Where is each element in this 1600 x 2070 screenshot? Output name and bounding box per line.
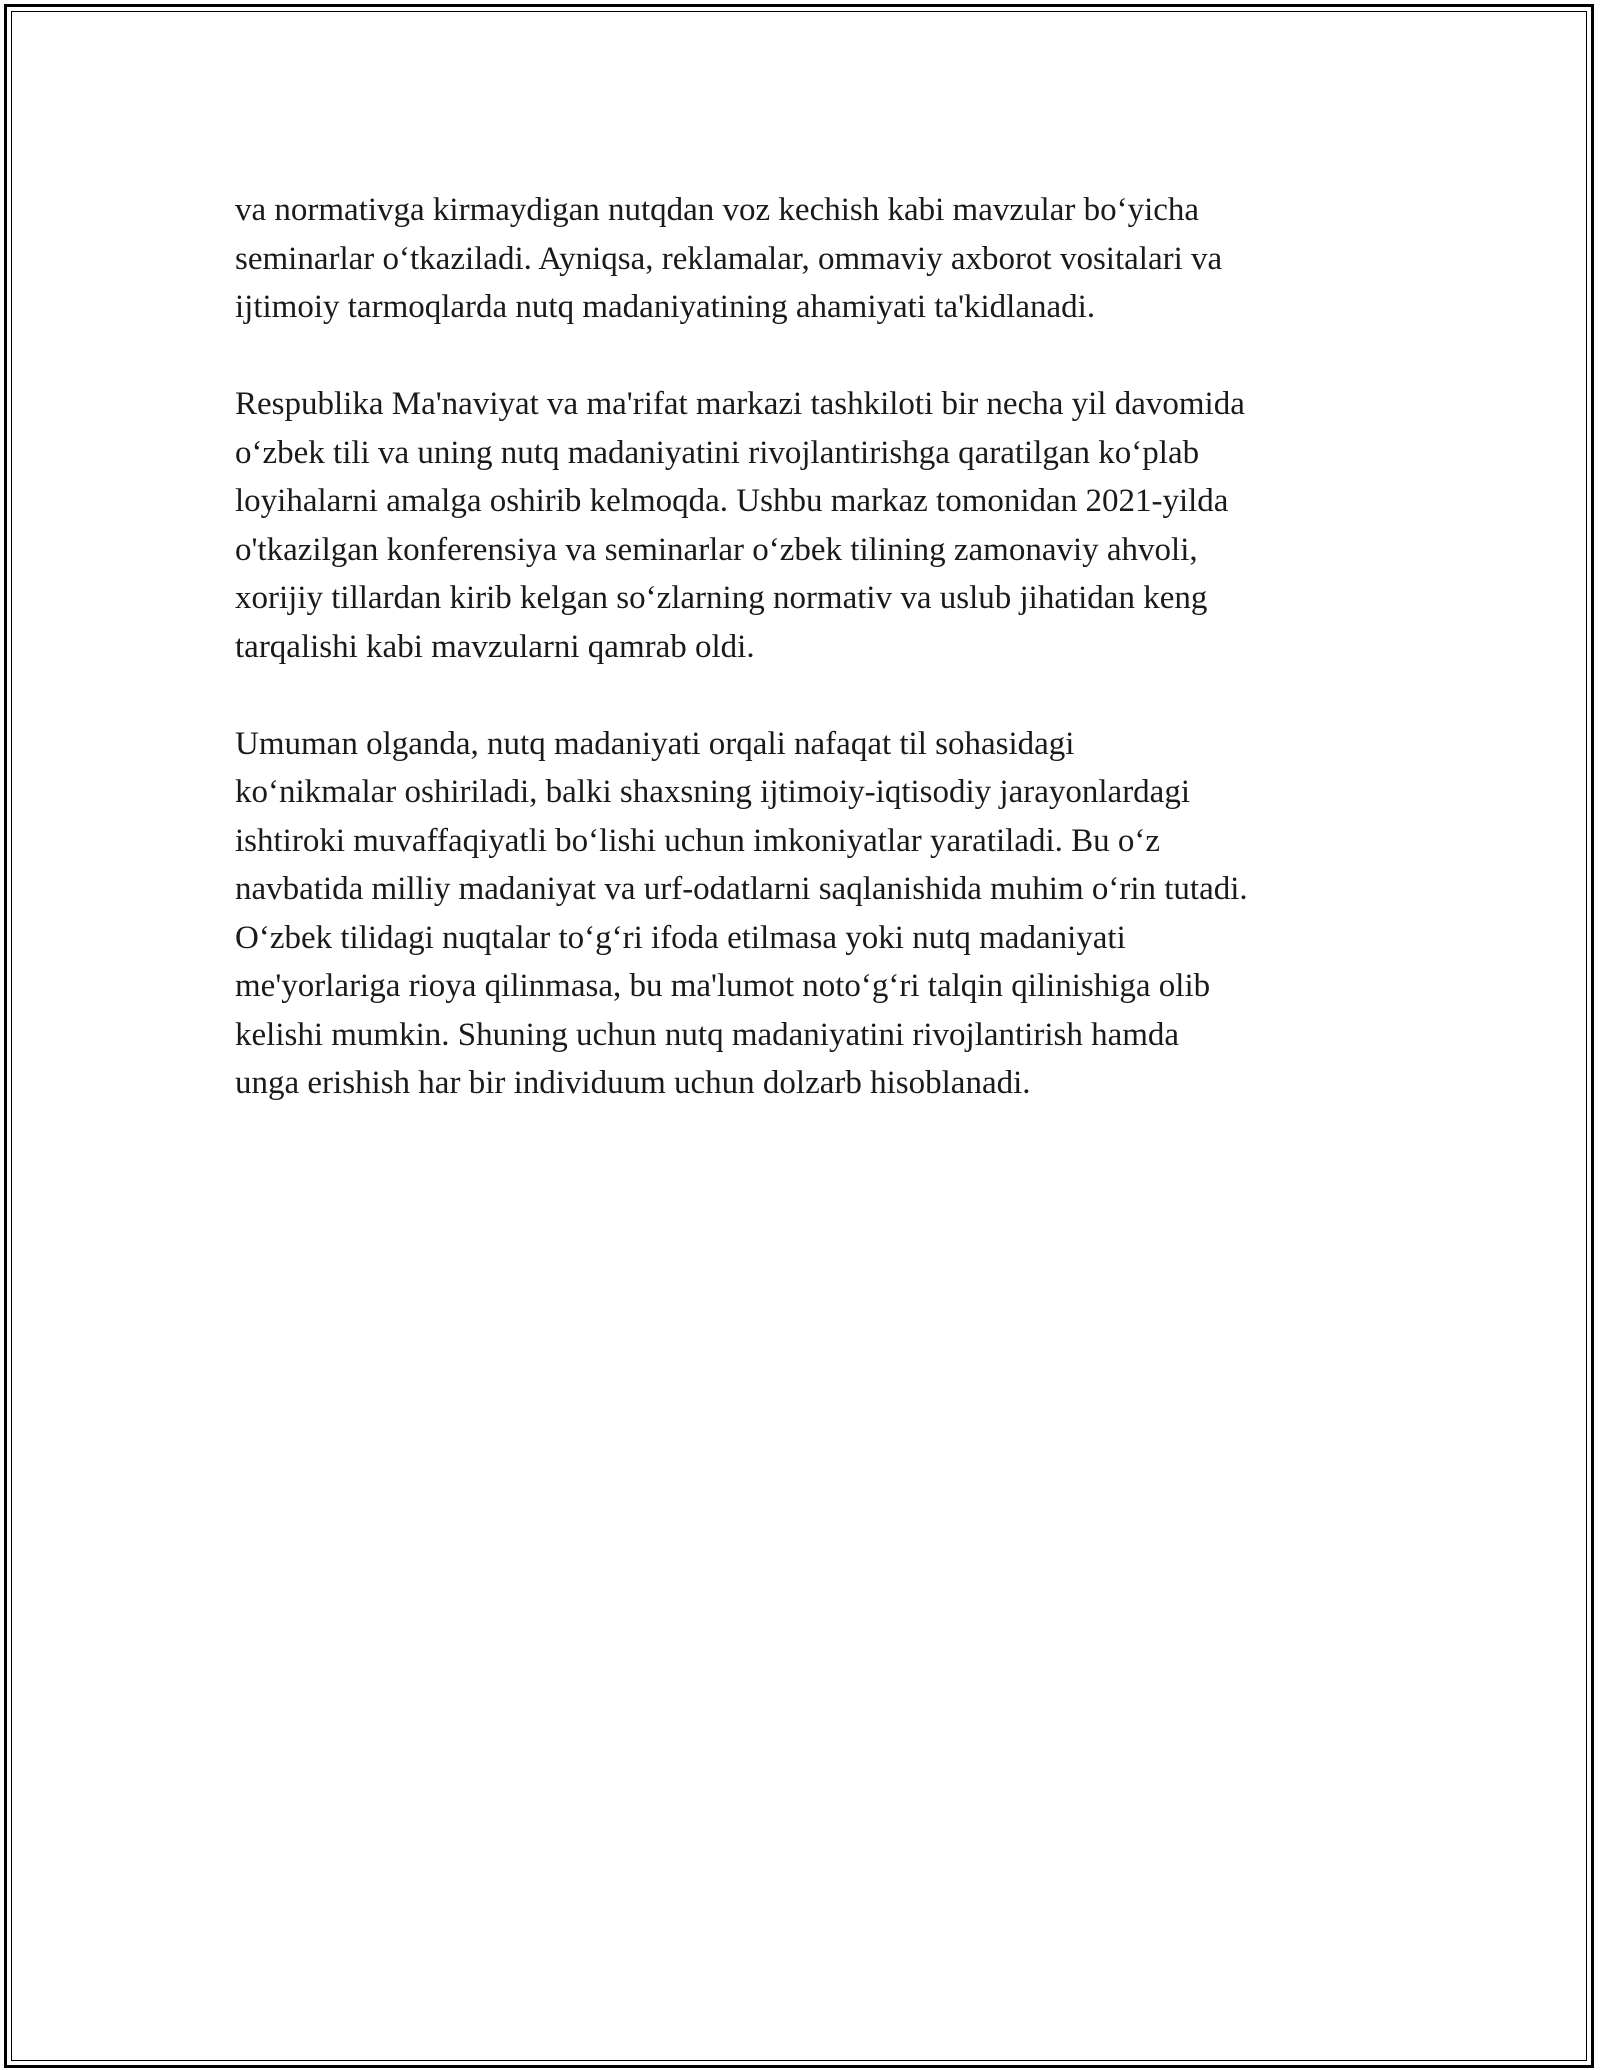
paragraph-1 xyxy=(235,186,1385,332)
text-line: navbatida milliy madaniyat va urf-odatlarni saqlanishida muhim o‘rin tutadi. xyxy=(235,871,1248,907)
text-line: o'tkazilgan konferensiya va seminarlar o‘zbek tilining zamonaviy ahvoli, xyxy=(235,531,1198,568)
text-line: ijtimoiy tarmoqlarda nutq madaniyatining ahamiyati ta'kidlanadi. xyxy=(235,289,1096,325)
text-line: ishtiroki muvaffaqiyatli bo‘lishi uchun imkoniyatlar yaratiladi. Bu o‘z xyxy=(235,822,1161,859)
paragraph-3 xyxy=(235,720,1385,1108)
text-line: xorijiy tillardan kirib kelgan so‘zlarning normativ va uslub jihatidan keng xyxy=(235,580,1208,616)
text-line: tarqalishi kabi mavzularni qamrab oldi. xyxy=(235,628,755,665)
text-line: me'yorlariga rioya qilinmasa, bu ma'lumot noto‘g‘ri talqin qilinishiga olib xyxy=(235,968,1211,1004)
text-line: Umuman olganda, nutq madaniyati orqali nafaqat til sohasidagi xyxy=(235,725,1075,762)
document-body xyxy=(235,186,1385,1156)
text-line: ko‘nikmalar oshiriladi, balki shaxsning ijtimoiy-iqtisodiy jarayonlardagi xyxy=(235,774,1191,810)
text-line: Respublika Ma'naviyat va ma'rifat markazi tashkiloti bir necha yil davomida xyxy=(235,386,1245,422)
text-line: O‘zbek tilidagi nuqtalar to‘g‘ri ifoda etilmasa yoki nutq madaniyati xyxy=(235,919,1126,956)
text-line: kelishi mumkin. Shuning uchun nutq madaniyatini rivojlantirish hamda xyxy=(235,1016,1180,1053)
text-line: o‘zbek tili va uning nutq madaniyatini rivojlantirishga qaratilgan ko‘plab xyxy=(235,434,1200,471)
paragraph-2 xyxy=(235,380,1385,671)
text-line: unga erishish har bir individuum uchun dolzarb hisoblanadi. xyxy=(235,1065,1031,1101)
text-line: va normativga kirmaydigan nutqdan voz kechish kabi mavzular bo‘yicha xyxy=(235,192,1200,228)
text-line: seminarlar o‘tkaziladi. Ayniqsa, reklamalar, ommaviy axborot vositalari va xyxy=(235,240,1223,277)
text-line: loyihalarni amalga oshirib kelmoqda. Ushbu markaz tomonidan 2021-yilda xyxy=(235,483,1229,519)
